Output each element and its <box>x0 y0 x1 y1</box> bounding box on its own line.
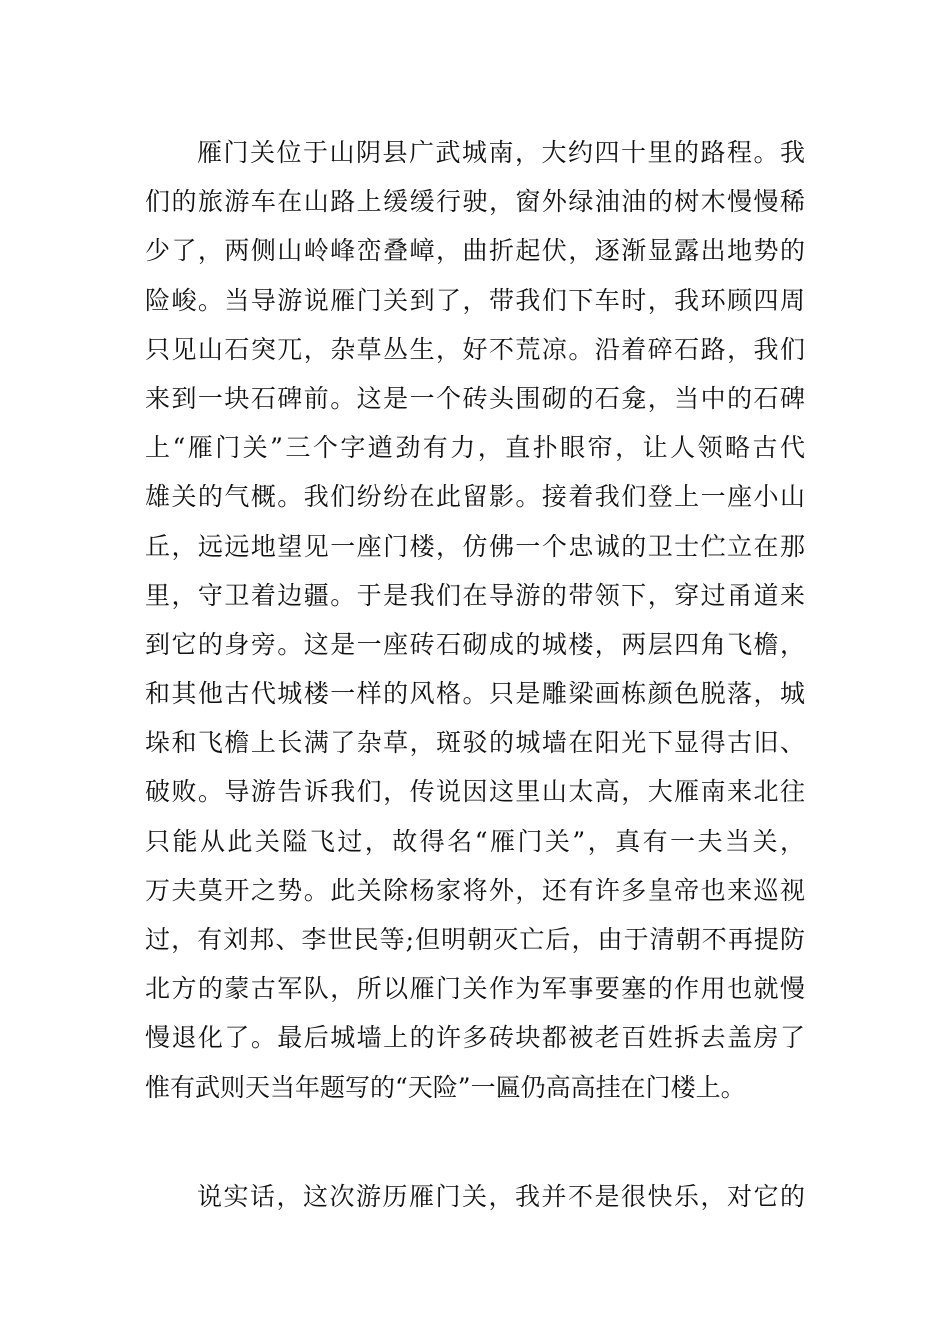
text-line: 垛和飞檐上长满了杂草，斑驳的城墙在阳光下显得古旧、 <box>145 728 805 758</box>
text-line: 少了，两侧山岭峰峦叠嶂，曲折起伏，逐渐显露出地势的 <box>145 236 805 266</box>
text-line: 和其他古代城楼一样的风格。只是雕梁画栋颜色脱落，城 <box>145 679 805 709</box>
text-line: 里，守卫着边疆。于是我们在导游的带领下，穿过甬道来 <box>145 580 805 610</box>
paragraph-reflection <box>145 1172 805 1221</box>
text-line: 惟有武则天当年题写的“天险”一匾仍高高挂在门楼上。 <box>145 1072 746 1102</box>
text-line: 丘，远远地望见一座门楼，仿佛一个忠诚的卫士伫立在那 <box>145 531 805 561</box>
text-line: 过，有刘邦、李世民等;但明朝灭亡后，由于清朝不再提防 <box>145 925 805 954</box>
text-line: 雁门关位于山阴县广武城南，大约四十里的路程。我 <box>197 138 805 167</box>
text-line: 北方的蒙古军队，所以雁门关作为军事要塞的作用也就慢 <box>145 974 805 1004</box>
text-line: 们的旅游车在山路上缓缓行驶，窗外绿油油的树木慢慢稀 <box>145 187 805 217</box>
text-line: 慢退化了。最后城墙上的许多砖块都被老百姓拆去盖房了 <box>145 1023 805 1053</box>
text-line: 上“雁门关”三个字遒劲有力，直扑眼帘，让人领略古代 <box>145 433 805 463</box>
text-line: 万夫莫开之势。此关除杨家将外，还有许多皇帝也来巡视 <box>145 875 805 905</box>
text-line: 来到一块石碑前。这是一个砖头围砌的石龛，当中的石碑 <box>145 383 805 413</box>
text-line: 破败。导游告诉我们，传说因这里山太高，大雁南来北往 <box>145 777 805 807</box>
text-line: 雄关的气概。我们纷纷在此留影。接着我们登上一座小山 <box>145 482 805 512</box>
text-line: 险峻。当导游说雁门关到了，带我们下车时，我环顾四周 <box>145 285 805 315</box>
paragraph-yanmenguan-visit <box>145 128 805 1112</box>
text-line: 到它的身旁。这是一座砖石砌成的城楼，两层四角飞檐， <box>145 629 805 659</box>
text-line: 只见山石突兀，杂草丛生，好不荒凉。沿着碎石路，我们 <box>145 334 805 364</box>
text-line: 说实话，这次游历雁门关，我并不是很快乐，对它的 <box>197 1182 805 1211</box>
text-line: 只能从此关隘飞过，故得名“雁门关”，真有一夫当关， <box>145 826 805 856</box>
